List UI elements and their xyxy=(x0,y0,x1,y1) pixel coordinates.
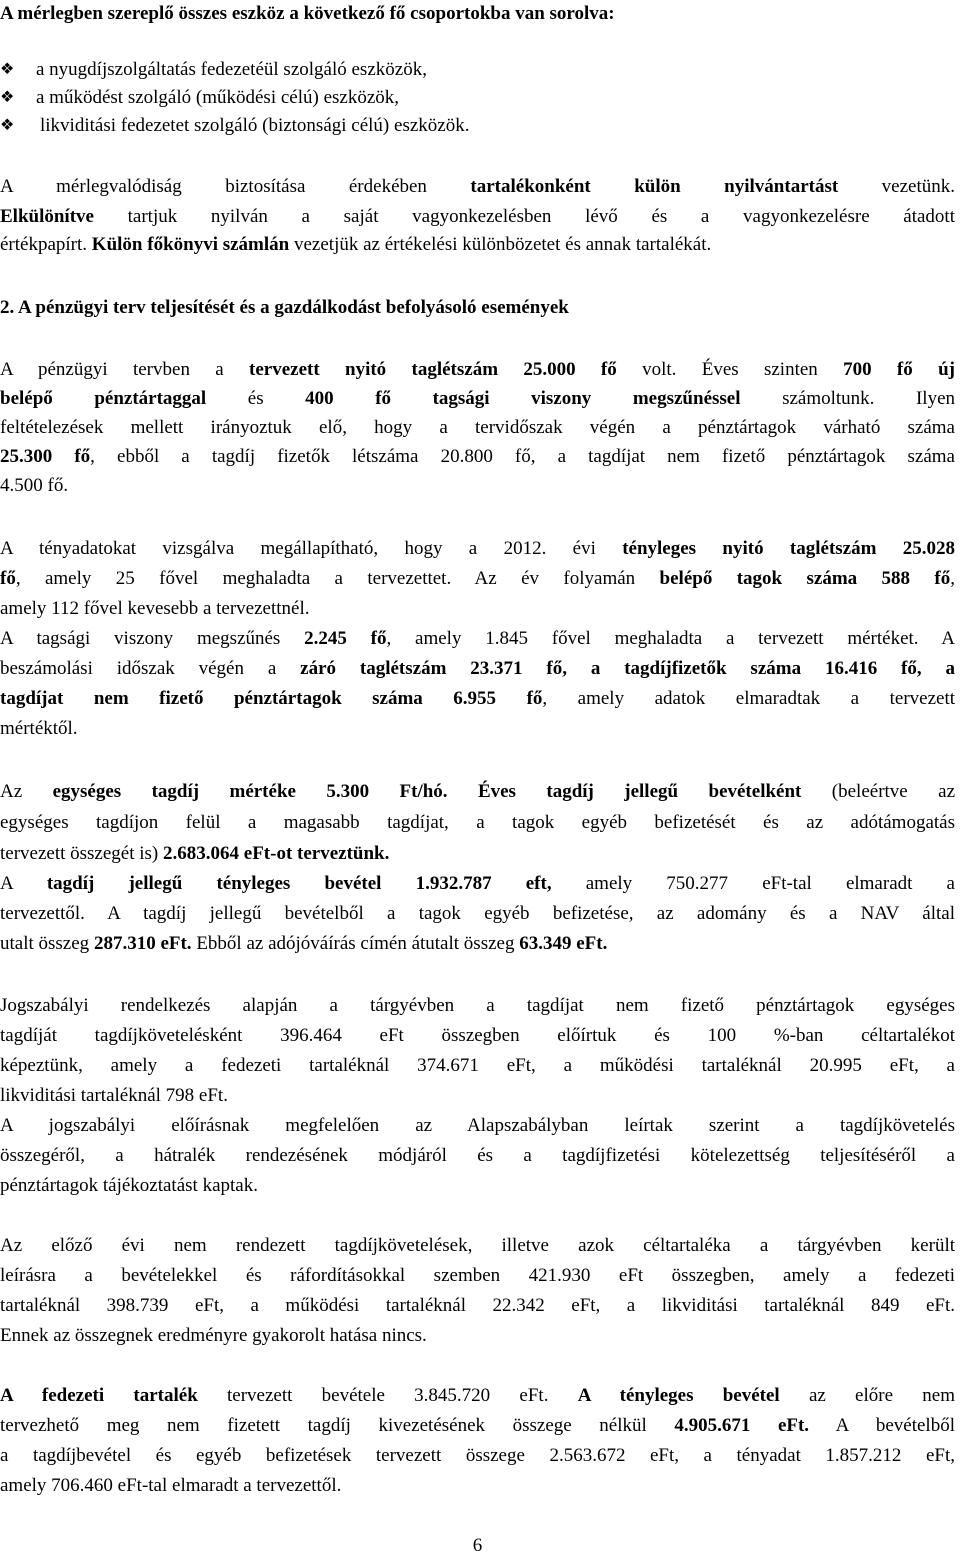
text-run: 4.500 fő. xyxy=(0,475,69,496)
text-line xyxy=(0,1232,955,1260)
text-run: mértéktől. xyxy=(0,718,78,739)
text-line xyxy=(0,173,955,201)
text-run: A xyxy=(0,873,47,894)
text-run-bold: A fedezeti tartalék xyxy=(0,1385,198,1406)
text-run: Ennek az összegnek eredményre gyakorolt hatása nincs. xyxy=(0,1325,427,1346)
text-line xyxy=(0,1472,955,1500)
text-line xyxy=(0,900,955,928)
text-run-bold: belépő pénztártaggal xyxy=(0,388,207,409)
text-run: A mérlegvalódiság biztosítása érdekében xyxy=(0,176,471,197)
text-run: A bevételből xyxy=(809,1415,955,1436)
text-run: értékpapírt. xyxy=(0,234,88,255)
text-run-bold: A tényleges bevétel xyxy=(577,1385,780,1406)
text-run-bold: 4.905.671 eFt. xyxy=(674,1415,810,1436)
heading: A mérlegben szereplő összes eszköz a következő fő csoportokba van sorolva: xyxy=(0,3,615,24)
text-run: tervezett összegét is) xyxy=(0,843,164,864)
text-run: A pénzügyi tervben a xyxy=(0,359,250,380)
text-run: , amely 25 fővel meghaladta a tervezettet. Az év folyamán xyxy=(15,568,660,589)
text-line xyxy=(0,1262,955,1290)
diamond-bullet-icon: ❖ xyxy=(0,89,15,106)
text-line xyxy=(0,535,955,563)
bullet-item: a működést szolgáló (működési célú) eszközök, xyxy=(36,87,400,108)
text-run: , amely adatok elmaradtak a tervezett xyxy=(542,688,955,709)
text-line xyxy=(0,1322,955,1350)
bullet-item: a nyugdíjszolgáltatás fedezetéül szolgáló eszközök, xyxy=(36,59,427,80)
text-run: Az xyxy=(0,781,53,802)
text-line xyxy=(0,203,955,231)
text-run: tervezhető meg nem fizetett tagdíj kivezetésének összege nélkül xyxy=(0,1415,675,1436)
text-run: tartjuk nyilván a saját vagyonkezelésben lévő és a vagyonkezelésre átadott xyxy=(93,206,955,227)
text-line xyxy=(0,1142,955,1170)
text-run-bold: 700 fő új xyxy=(843,359,955,380)
text-run-bold: tagdíj jellegű tényleges bevétel 1.932.787 eft, xyxy=(46,873,552,894)
text-line xyxy=(0,930,955,958)
text-line xyxy=(0,414,955,442)
text-run-bold: fő xyxy=(0,568,16,589)
bullet-item: likviditási fedezetet szolgáló (biztonsági célú) eszközök. xyxy=(40,115,470,136)
text-run-bold: tagdíjat nem fizető pénztártagok száma 6.955 fő xyxy=(0,688,543,709)
text-run: Az előző évi nem rendezett tagdíjkövetelések, illetve azok céltartaléka a tárgyévben került xyxy=(0,1235,955,1256)
text-run: A tényadatokat vizsgálva megállapítható, hogy a 2012. évi xyxy=(0,538,623,559)
text-line xyxy=(0,356,955,384)
text-run-bold: belépő tagok száma 588 fő xyxy=(659,568,951,589)
text-run: tervezettől. A tagdíj jellegű bevételből a tagok egyéb befizetése, az adomány és a NAV által xyxy=(0,903,955,924)
text-line xyxy=(0,1112,955,1140)
text-run: tervezett bevétele 3.845.720 eFt. xyxy=(197,1385,578,1406)
text-run: amely 750.277 eFt-tal elmaradt a xyxy=(551,873,955,894)
text-run: beszámolási időszak végén a xyxy=(0,658,301,679)
text-line xyxy=(0,715,955,743)
text-run: (beleértve az xyxy=(801,781,956,802)
text-line xyxy=(0,992,955,1020)
text-run: utalt összeg xyxy=(0,933,94,954)
text-run-bold: 25.300 fő xyxy=(0,446,91,467)
text-run: és xyxy=(206,388,306,409)
text-line xyxy=(0,685,955,713)
text-run: likviditási tartaléknál 798 eFt. xyxy=(0,1085,228,1106)
text-line xyxy=(0,625,955,653)
text-line xyxy=(0,1172,955,1200)
text-run-bold: 2.245 fő xyxy=(304,628,387,649)
text-line xyxy=(0,840,955,868)
text-run: , amely 1.845 fővel meghaladta a tervezett mértéket. A xyxy=(386,628,956,649)
text-run-bold: tényleges nyitó taglétszám 25.028 xyxy=(622,538,956,559)
page-number: 6 xyxy=(472,1535,483,1556)
text-line xyxy=(0,809,955,837)
text-line xyxy=(0,1022,955,1050)
text-run: pénztártagok tájékoztatást kaptak. xyxy=(0,1175,258,1196)
text-run: Jogszabályi rendelkezés alapján a tárgyévben a tagdíjat nem fizető pénztártagok egységes xyxy=(0,995,955,1016)
text-run: tartaléknál 398.739 eFt, a működési tartaléknál 22.342 eFt, a likviditási tartaléknál 849 eFt. xyxy=(0,1295,955,1316)
text-run: volt. Éves szinten xyxy=(616,359,844,380)
text-run: A tagsági viszony megszűnés xyxy=(0,628,305,649)
text-run: leírásra a bevételekkel és ráfordításokkal szemben 421.930 eFt összegben, amely a fedezeti xyxy=(0,1265,955,1286)
text-run-bold: 2.683.064 eFt-ot terveztünk. xyxy=(163,843,390,864)
text-run-bold: 287.310 eFt. xyxy=(93,933,192,954)
text-line xyxy=(0,655,955,683)
section-title: 2. A pénzügyi terv teljesítését és a gazdálkodást befolyásoló események xyxy=(0,297,569,318)
text-run: az előre nem xyxy=(779,1385,955,1406)
text-run: tagdíját tagdíjkövetelésként 396.464 eFt összegben előírtuk és 100 %-ban céltartalékot xyxy=(0,1025,955,1046)
text-run-bold: 63.349 eFt. xyxy=(519,933,608,954)
text-run: amely 112 fővel kevesebb a tervezettnél. xyxy=(0,598,310,619)
text-line xyxy=(0,778,955,806)
text-run: feltételezések mellett irányoztuk elő, hogy a tervidőszak végén a pénztártagok várható száma xyxy=(0,417,955,438)
text-line xyxy=(0,595,955,623)
text-run: vezetünk. xyxy=(838,176,955,197)
text-run: amely 706.460 eFt-tal elmaradt a tervezettől. xyxy=(0,1475,342,1496)
text-run-bold: záró taglétszám 23.371 fő, a tagdíjfizetők száma 16.416 fő, a xyxy=(300,658,955,679)
text-run-bold: tartalékonként külön nyilvántartást xyxy=(470,176,839,197)
diamond-bullet-icon: ❖ xyxy=(0,61,15,78)
text-line xyxy=(0,1082,955,1110)
text-line xyxy=(0,443,955,471)
text-run: vezetjük az értékelési különbözetet és annak tartalékát. xyxy=(289,234,712,255)
text-line xyxy=(0,231,955,259)
text-line xyxy=(0,385,955,413)
text-run-bold: Külön főkönyvi számlán xyxy=(91,234,290,255)
text-run: összegéről, a hátralék rendezésének módjáról és a tagdíjfizetési kötelezettség teljesítéséről a xyxy=(0,1145,955,1166)
text-line xyxy=(0,1382,955,1410)
text-run: egységes tagdíjon felül a magasabb tagdíjat, a tagok egyéb befizetését és az adótámogatás xyxy=(0,812,955,833)
text-run: képeztünk, amely a fedezeti tartaléknál 374.671 eFt, a működési tartaléknál 20.995 eFt, a xyxy=(0,1055,955,1076)
text-run-bold: Elkülönítve xyxy=(0,206,94,227)
text-run: számoltunk. Ilyen xyxy=(740,388,956,409)
text-run-bold: 400 fő tagsági viszony megszűnéssel xyxy=(305,388,741,409)
text-run-bold: tervezett nyitó taglétszám 25.000 fő xyxy=(249,359,617,380)
text-line xyxy=(0,1052,955,1080)
text-run: a tagdíjbevétel és egyéb befizetések tervezett összege 2.563.672 eFt, a tényadat 1.857.212 eFt, xyxy=(0,1445,955,1466)
text-line xyxy=(0,1412,955,1440)
diamond-bullet-icon: ❖ xyxy=(0,117,15,134)
text-line xyxy=(0,1442,955,1470)
text-line xyxy=(0,565,955,593)
text-line xyxy=(0,472,955,500)
text-line xyxy=(0,870,955,898)
text-line xyxy=(0,1292,955,1320)
text-run: A jogszabályi előírásnak megfelelően az Alapszabályban leírtak szerint a tagdíjkövetelés xyxy=(0,1115,955,1136)
text-run: , xyxy=(950,568,955,589)
text-run-bold: egységes tagdíj mértéke 5.300 Ft/hó. Éves tagdíj jellegű bevételként xyxy=(52,781,802,802)
text-run: , ebből a tagdíj fizetők létszáma 20.800 fő, a tagdíjat nem fizető pénztártagok száma xyxy=(90,446,955,467)
text-run: Ebből az adójóváírás címén átutalt összeg xyxy=(191,933,520,954)
